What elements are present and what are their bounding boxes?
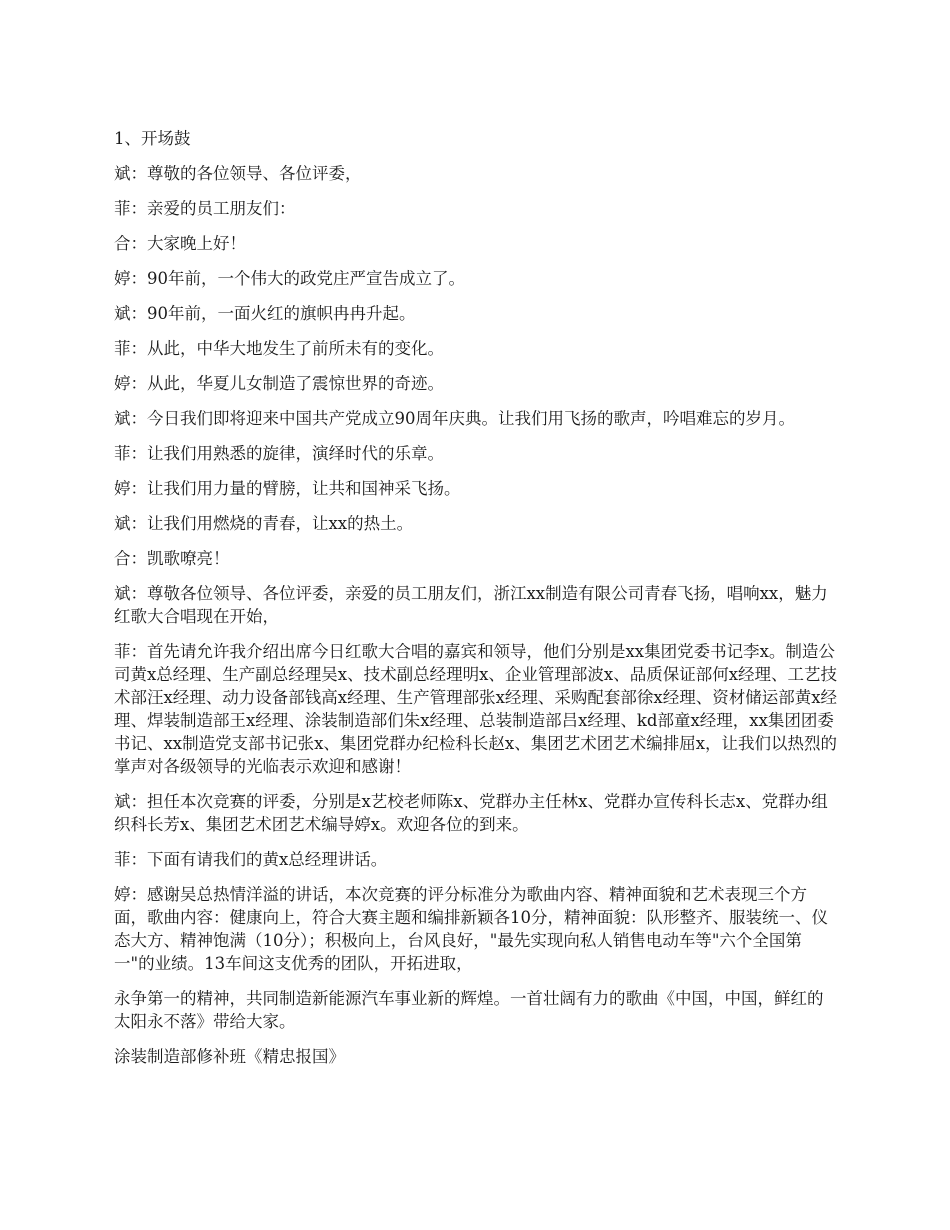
script-line: 菲：亲爱的员工朋友们： bbox=[114, 199, 296, 218]
section-heading: 1、开场鼓 bbox=[114, 129, 191, 148]
script-line: 斌：尊敬各位领导、各位评委，亲爱的员工朋友们，浙江xx制造有限公司青春飞扬，唱响xx，魅力红歌大合唱现在开始， bbox=[114, 584, 828, 626]
guest-introduction: 菲：首先请允许我介绍出席今日红歌大合唱的嘉宾和领导，他们分别是xx集团党委书记李x。制造公司黄x总经理、生产副总经理吴x、技术副总经理明x、企业管理部波x、品质保证部何x经理、工艺技术部汪x经理、动力设备部钱高x经理、生产管理部张x经理、采购配套部徐x经理、资材储运部黄x经理、焊装制造部王x经理、涂装制造部们朱x经理、总装制造部吕x经理、kd部童x经理，xx集团团委书记、xx制造党支部书记张x、集团党群办纪检科长赵x、集团艺术团艺术编排屈x，让我们以热烈的掌声对各级领导的光临表示欢迎和感谢！ bbox=[114, 642, 838, 776]
script-line: 婷：从此，华夏儿女制造了震惊世界的奇迹。 bbox=[114, 374, 444, 393]
script-line: 合：凯歌嘹亮！ bbox=[114, 549, 230, 568]
script-line: 斌：尊敬的各位领导、各位评委， bbox=[114, 164, 362, 183]
script-line: 斌：今日我们即将迎来中国共产党成立90周年庆典。让我们用飞扬的歌声，吟唱难忘的岁月。 bbox=[114, 409, 795, 428]
script-line: 斌：让我们用燃烧的青春，让xx的热土。 bbox=[114, 514, 414, 533]
script-line: 斌：90年前，一面火红的旗帜冉冉升起。 bbox=[114, 304, 416, 323]
scoring-rules: 婷：感谢吴总热情洋溢的讲话，本次竞赛的评分标准分为歌曲内容、精神面貌和艺术表现三个方面，歌曲内容：健康向上，符合大赛主题和编排新颖各10分，精神面貌：队形整齐、服装统一、仪态大方、精神饱满（10分）；积极向上，台风良好，"最先实现向私人销售电动车等"六个全国第一"的业绩。13车间这支优秀的团队，开拓进取， bbox=[114, 885, 828, 973]
document-body bbox=[114, 127, 838, 1080]
script-line: 菲：让我们用熟悉的旋律，演绎时代的乐章。 bbox=[114, 444, 444, 463]
program-item: 涂装制造部修补班《精忠报国》 bbox=[114, 1047, 345, 1066]
script-line: 婷：90年前，一个伟大的政党庄严宣告成立了。 bbox=[114, 269, 465, 288]
script-line: 合：大家晚上好！ bbox=[114, 234, 246, 253]
script-line: 婷：让我们用力量的臂膀，让共和国神采飞扬。 bbox=[114, 479, 461, 498]
script-line: 菲：从此，中华大地发生了前所未有的变化。 bbox=[114, 339, 444, 358]
script-line: 永争第一的精神，共同制造新能源汽车事业新的辉煌。一首壮阔有力的歌曲《中国，中国，鲜红的太阳永不落》带给大家。 bbox=[114, 989, 824, 1031]
judges-introduction: 斌：担任本次竞赛的评委，分别是x艺校老师陈x、党群办主任林x、党群办宣传科长志x、党群办组织科长芳x、集团艺术团艺术编导婷x。欢迎各位的到来。 bbox=[114, 792, 828, 834]
script-line: 菲：下面有请我们的黄x总经理讲话。 bbox=[114, 850, 388, 869]
